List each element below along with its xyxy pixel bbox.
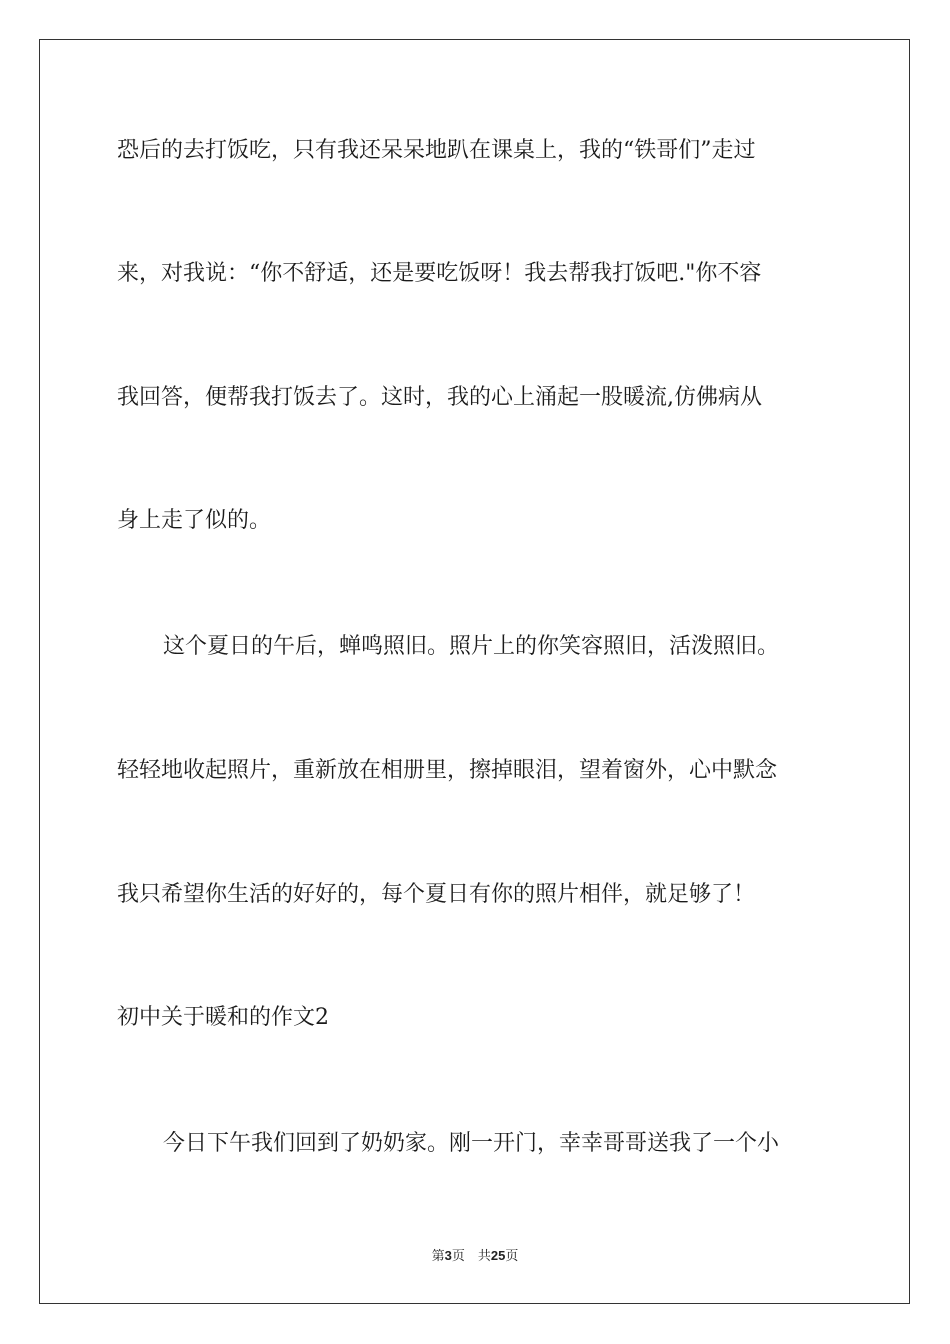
current-page-number: 3 [444, 1248, 452, 1263]
body-text-line: 恐后的去打饭吃，只有我还呆呆地趴在课桌上，我的“铁哥们”走过 [117, 138, 756, 163]
body-text-line: 轻轻地收起照片，重新放在相册里，擦掉眼泪，望着窗外，心中默念 [117, 758, 778, 783]
footer-mid: 页 共 [451, 1249, 491, 1264]
paragraph-first-line: 今日下午我们回到了奶奶家。刚一开门，幸幸哥哥送我了一个小 [163, 1131, 780, 1156]
body-text-line: 身上走了似的。 [117, 508, 272, 533]
body-text-line: 来，对我说：“你不舒适，还是要吃饭呀！我去帮我打饭吧."你不容 [117, 261, 762, 286]
page-border [39, 39, 910, 1304]
footer-suffix: 页 [505, 1249, 519, 1264]
total-pages-number: 25 [490, 1248, 506, 1263]
section-heading: 初中关于暖和的作文2 [117, 1005, 329, 1030]
body-text-line: 我只希望你生活的好好的，每个夏日有你的照片相伴，就足够了！ [117, 882, 756, 907]
page-footer [0, 1245, 950, 1264]
body-text-line: 我回答，便帮我打饭去了。这时，我的心上涌起一股暖流,仿佛病从 [117, 385, 762, 410]
footer-prefix: 第 [431, 1249, 445, 1264]
paragraph-first-line: 这个夏日的午后，蝉鸣照旧。照片上的你笑容照旧，活泼照旧。 [163, 634, 780, 659]
